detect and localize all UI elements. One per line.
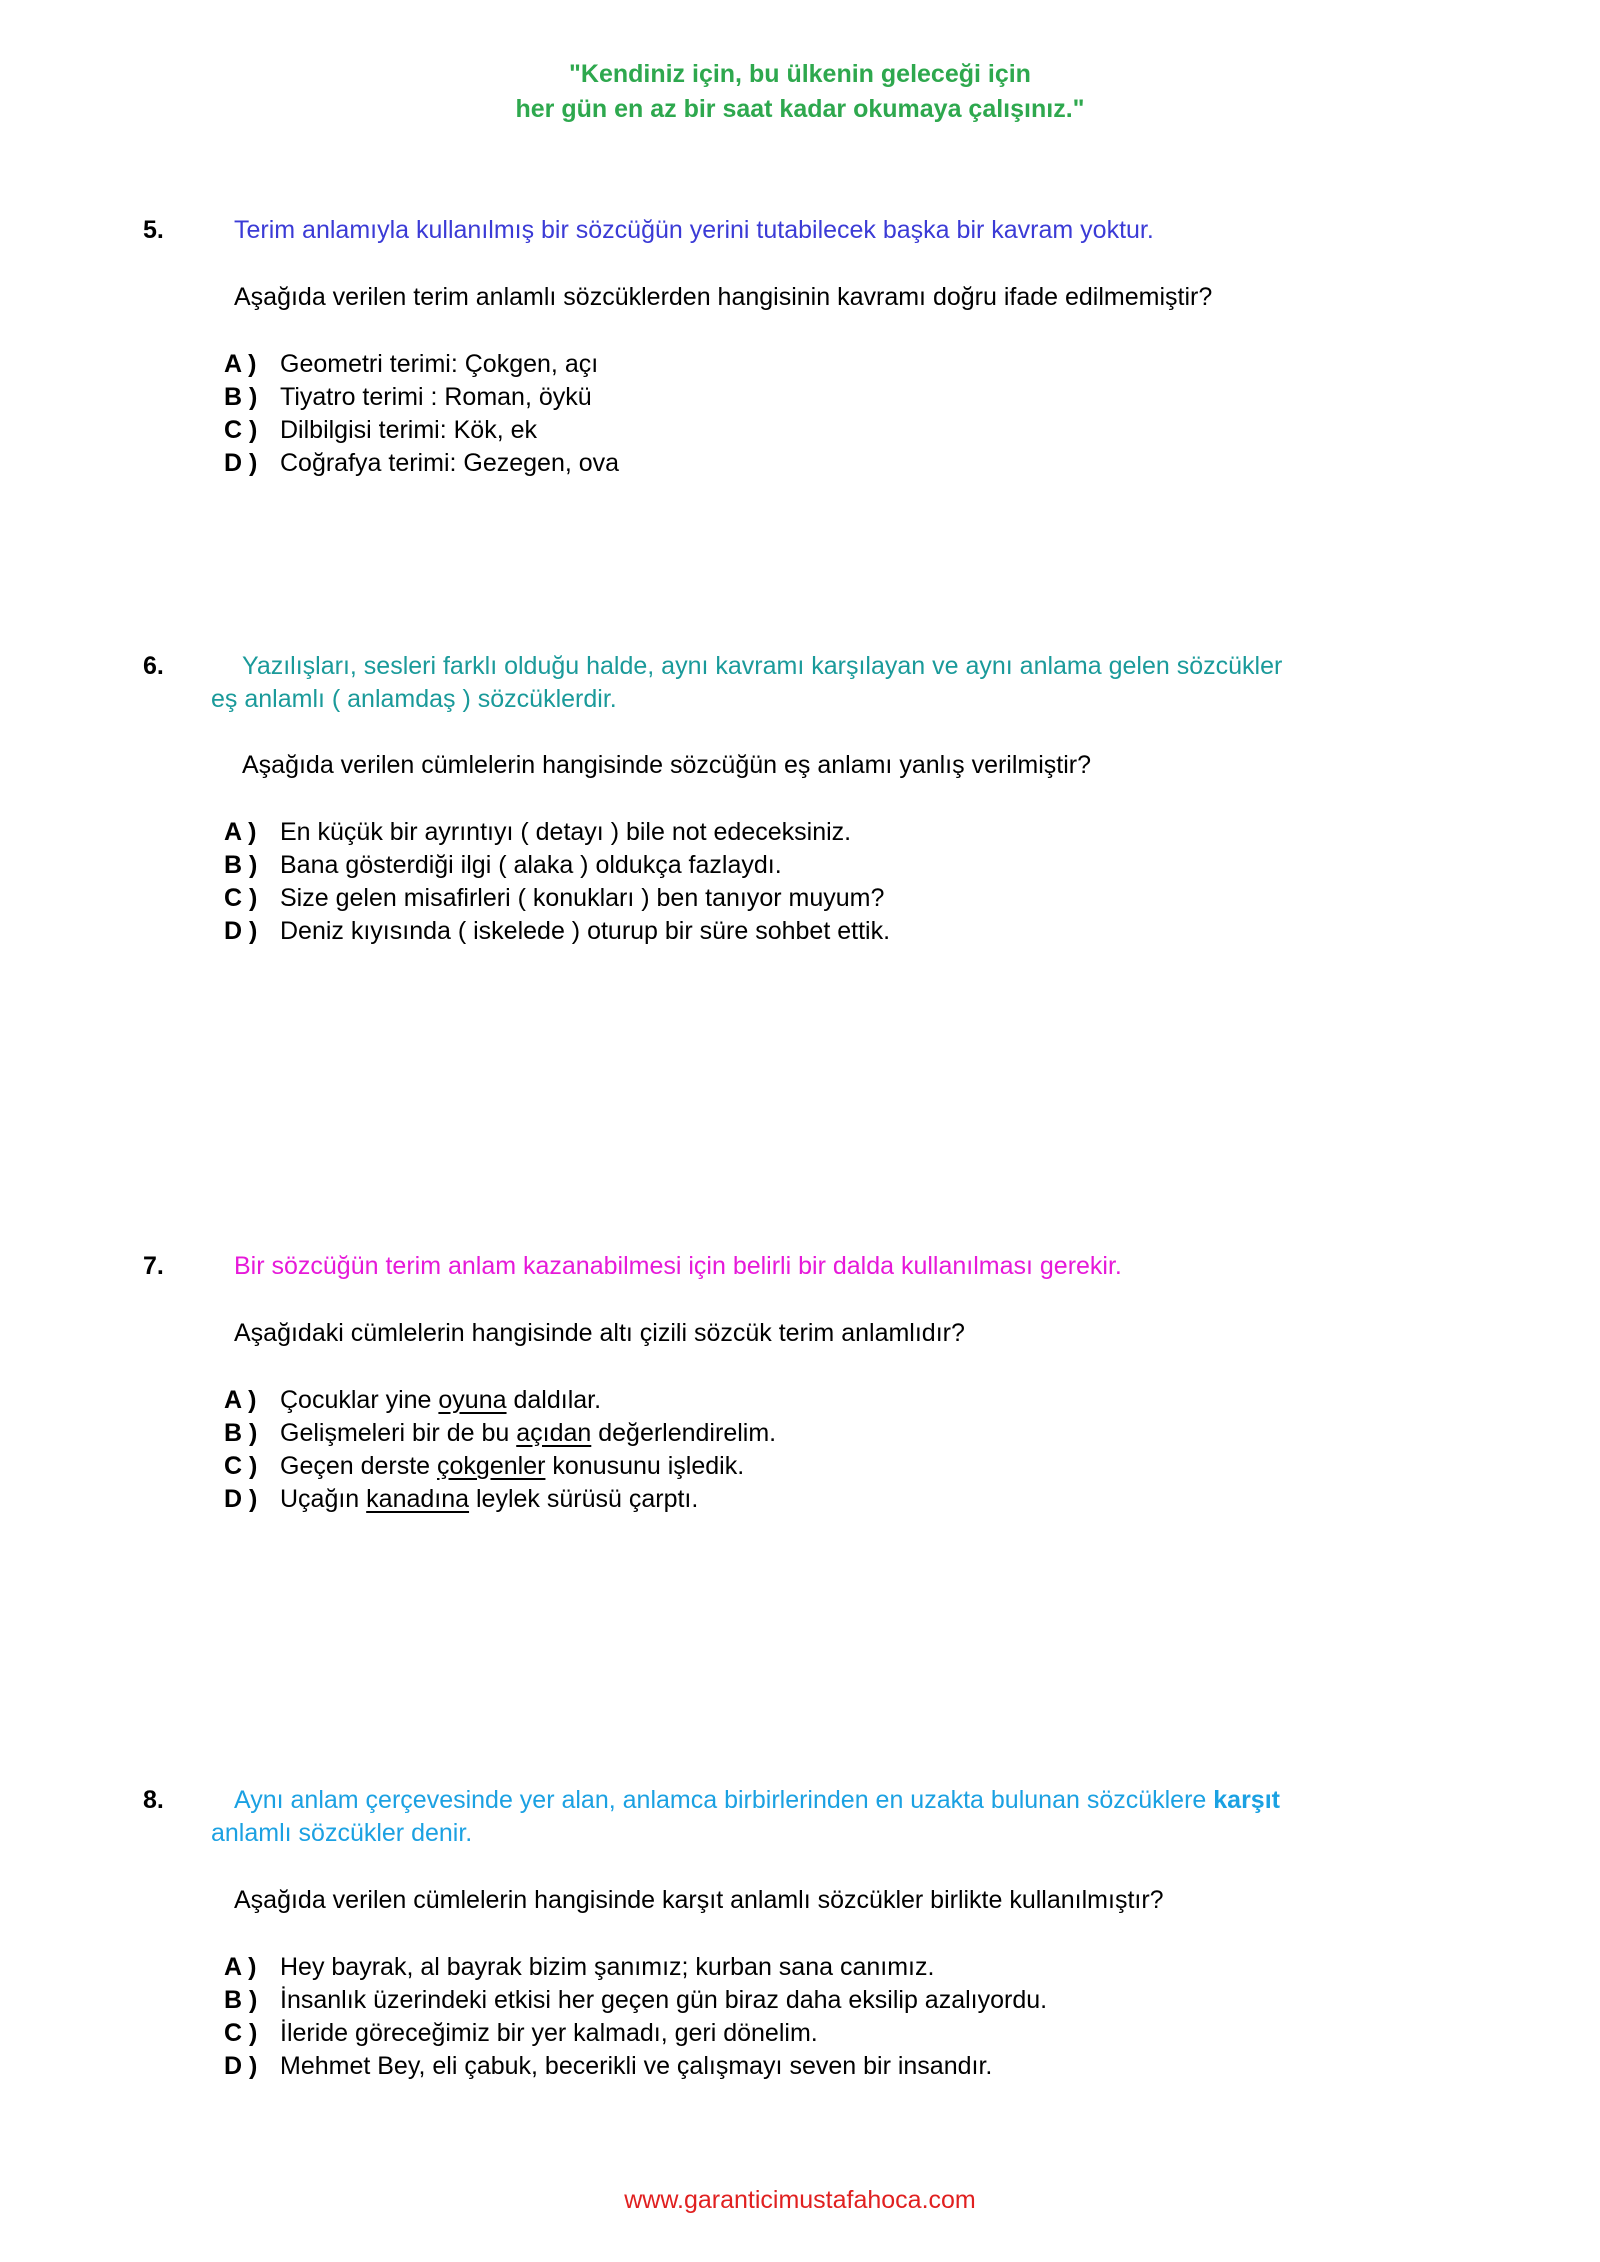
option-letter-b: B ) <box>224 1419 258 1447</box>
option-letter-b: B ) <box>224 851 258 879</box>
question-prompt: Aşağıda verilen cümlelerin hangisinde sözcüğün eş anlamı yanlış verilmiştir? <box>242 751 1092 779</box>
question-number: 7. <box>143 1252 164 1280</box>
question-intro-line-1: Yazılışları, sesleri farklı olduğu halde, aynı kavramı karşılayan ve aynı anlama gelen sözcükler <box>242 652 1283 680</box>
option-text-d[interactable]: Deniz kıyısında ( iskelede ) oturup bir süre sohbet ettik. <box>280 917 891 945</box>
question-intro-line-2: eş anlamlı ( anlamdaş ) sözcüklerdir. <box>211 685 617 713</box>
option-letter-d: D ) <box>224 449 258 477</box>
underlined-word: kanadına <box>366 1485 470 1513</box>
footer-url-link[interactable]: www.garanticimustafahoca.com <box>624 2186 976 2214</box>
option-letter-a: A ) <box>224 350 257 378</box>
question-intro: Bir sözcüğün terim anlam kazanabilmesi için belirli bir dalda kullanılması gerekir. <box>234 1252 1122 1280</box>
option-letter-d: D ) <box>224 2052 258 2080</box>
option-text-a[interactable] <box>280 1384 601 1416</box>
intro-keyword: karşıt <box>1213 1786 1280 1814</box>
option-text-b[interactable]: İnsanlık üzerindeki etkisi her geçen gün biraz daha eksilip azalıyordu. <box>280 1986 1048 2014</box>
question-intro-line-1 <box>234 1784 1280 1816</box>
option-letter-b: B ) <box>224 1986 258 2014</box>
option-letter-d: D ) <box>224 917 258 945</box>
option-text-a[interactable]: Geometri terimi: Çokgen, açı <box>280 350 599 378</box>
option-letter-c: C ) <box>224 884 258 912</box>
option-letter-a: A ) <box>224 1953 257 1981</box>
option-text-d[interactable] <box>280 1483 698 1515</box>
option-text-c[interactable]: İleride göreceğimiz bir yer kalmadı, geri dönelim. <box>280 2019 818 2047</box>
option-text-c[interactable] <box>280 1450 744 1482</box>
option-text-d[interactable]: Coğrafya terimi: Gezegen, ova <box>280 449 620 477</box>
motto-line-2: her gün en az bir saat kadar okumaya çalışınız." <box>515 95 1085 123</box>
question-intro-line-2: anlamlı sözcükler denir. <box>211 1819 473 1847</box>
intro-text: Aynı anlam çerçevesinde yer alan, anlamca birbirlerinden en uzakta bulunan sözcüklere <box>234 1786 1214 1814</box>
option-letter-d: D ) <box>224 1485 258 1513</box>
option-letter-a: A ) <box>224 1386 257 1414</box>
option-text-pre: Gelişmeleri bir de bu <box>280 1419 517 1447</box>
option-text-d[interactable]: Mehmet Bey, eli çabuk, becerikli ve çalışmayı seven bir insandır. <box>280 2052 993 2080</box>
option-text-a[interactable]: En küçük bir ayrıntıyı ( detayı ) bile not edeceksiniz. <box>280 818 852 846</box>
option-letter-c: C ) <box>224 2019 258 2047</box>
underlined-word: çokgenler <box>437 1452 546 1480</box>
underlined-word: açıdan <box>516 1419 592 1447</box>
motto-line-1: "Kendiniz için, bu ülkenin geleceği için <box>569 60 1031 88</box>
question-number: 5. <box>143 216 164 244</box>
option-text-c[interactable]: Dilbilgisi terimi: Kök, ek <box>280 416 538 444</box>
option-letter-b: B ) <box>224 383 258 411</box>
option-text-a[interactable]: Hey bayrak, al bayrak bizim şanımız; kurban sana canımız. <box>280 1953 935 1981</box>
option-text-post: leylek sürüsü çarptı. <box>469 1485 699 1513</box>
option-text-pre: Uçağın <box>280 1485 367 1513</box>
question-prompt: Aşağıda verilen cümlelerin hangisinde karşıt anlamlı sözcükler birlikte kullanılmıştır? <box>234 1886 1164 1914</box>
option-text-c[interactable]: Size gelen misafirleri ( konukları ) ben tanıyor muyum? <box>280 884 885 912</box>
option-text-b[interactable] <box>280 1417 776 1449</box>
question-intro: Terim anlamıyla kullanılmış bir sözcüğün yerini tutabilecek başka bir kavram yoktur. <box>234 216 1154 244</box>
option-letter-a: A ) <box>224 818 257 846</box>
option-text-b[interactable]: Tiyatro terimi : Roman, öykü <box>280 383 592 411</box>
question-prompt: Aşağıda verilen terim anlamlı sözcüklerden hangisinin kavramı doğru ifade edilmemiştir? <box>234 283 1213 311</box>
option-text-post: değerlendirelim. <box>591 1419 777 1447</box>
question-number: 6. <box>143 652 164 680</box>
option-text-pre: Çocuklar yine <box>280 1386 439 1414</box>
option-text-pre: Geçen derste <box>280 1452 438 1480</box>
option-text-post: konusunu işledik. <box>545 1452 745 1480</box>
option-letter-c: C ) <box>224 1452 258 1480</box>
question-prompt: Aşağıdaki cümlelerin hangisinde altı çizili sözcük terim anlamlıdır? <box>234 1319 965 1347</box>
option-letter-c: C ) <box>224 416 258 444</box>
question-number: 8. <box>143 1786 164 1814</box>
underlined-word: oyuna <box>438 1386 507 1414</box>
option-text-b[interactable]: Bana gösterdiği ilgi ( alaka ) oldukça fazlaydı. <box>280 851 782 879</box>
option-text-post: daldılar. <box>506 1386 602 1414</box>
